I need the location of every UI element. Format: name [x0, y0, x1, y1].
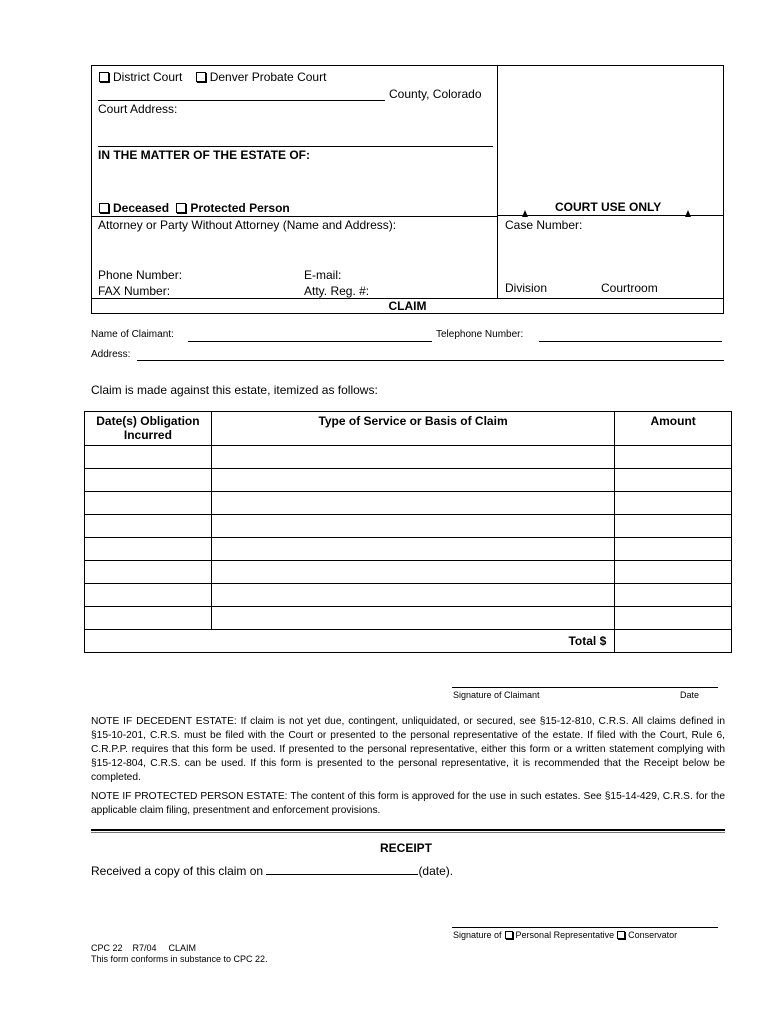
amount-cell[interactable]: [615, 515, 732, 538]
date-cell[interactable]: [85, 515, 212, 538]
protected-person-checkbox[interactable]: [176, 203, 186, 213]
fax-label: FAX Number:: [98, 284, 171, 298]
table-row: [85, 515, 732, 538]
claim-table: [84, 411, 732, 653]
address-label: Address:: [91, 349, 131, 360]
table-row: [85, 492, 732, 515]
county-blank[interactable]: [98, 100, 385, 101]
phone-label: Phone Number:: [98, 268, 183, 282]
total-row: [85, 630, 732, 653]
table-row: [85, 607, 732, 630]
receipt-date-field[interactable]: [266, 863, 418, 875]
district-court-checkbox[interactable]: [99, 72, 109, 82]
table-row: [85, 538, 732, 561]
date-cell[interactable]: [85, 607, 212, 630]
date-cell[interactable]: [85, 584, 212, 607]
date-cell[interactable]: [85, 469, 212, 492]
receipt-received-suffix: (date).: [418, 864, 454, 878]
decedent-estate-note: NOTE IF DECEDENT ESTATE: If claim is not yet due, contingent, unliquidated, or secured, see §15-12-810, C.R.S. All claims defined in §15-10-201, C.R.S. must be filed with the Court or presented to the personal representative of the estate. If filed with the Court, Rule 6, C.R.P.P. requires that this form be used. If presented to the personal representative, either this form or a written statement complying with §15-12-804, C.R.S. can be used. If this form is presented to the personal representative, it is recommended that the Receipt below be completed.: [91, 716, 725, 783]
date-cell[interactable]: [85, 492, 212, 515]
division-label: Division: [505, 281, 548, 295]
deceased-checkbox[interactable]: [99, 203, 109, 213]
address-field[interactable]: [137, 360, 724, 361]
date-cell[interactable]: [85, 561, 212, 584]
courtroom-label: Courtroom: [601, 281, 658, 295]
amount-cell[interactable]: [615, 538, 732, 561]
table-row: [85, 469, 732, 492]
amount-cell[interactable]: [615, 584, 732, 607]
claimant-signature-label: Signature of Claimant: [453, 690, 540, 700]
court-address-label: Court Address:: [98, 102, 178, 116]
column-header-amount: Amount: [615, 412, 732, 446]
amount-cell[interactable]: [615, 469, 732, 492]
district-court-label: District Court: [113, 70, 183, 84]
claimant-name-field[interactable]: [188, 341, 432, 342]
table-row: [85, 446, 732, 469]
date-cell[interactable]: [85, 446, 212, 469]
footer-conforms: This form conforms in substance to CPC 22.: [91, 954, 268, 964]
amount-cell[interactable]: [615, 607, 732, 630]
amount-cell[interactable]: [615, 446, 732, 469]
atty-reg-label: Atty. Reg. #:: [304, 284, 370, 298]
footer-form-line: [91, 943, 196, 954]
conservator-label: Conservator: [628, 930, 678, 940]
telephone-label: Telephone Number:: [436, 329, 524, 340]
receiver-signature-label: [453, 930, 677, 941]
signature-date-label: Date: [680, 690, 700, 700]
personal-representative-checkbox[interactable]: [505, 931, 513, 939]
estate-heading: IN THE MATTER OF THE ESTATE OF:: [98, 148, 310, 162]
type-cell[interactable]: [211, 492, 614, 515]
column-header-type: Type of Service or Basis of Claim: [211, 412, 614, 446]
county-label: County, Colorado: [389, 87, 482, 101]
court-use-only-label: COURT USE ONLY: [555, 200, 662, 214]
type-cell[interactable]: [211, 538, 614, 561]
denver-probate-court-checkbox[interactable]: [196, 72, 206, 82]
type-cell[interactable]: [211, 584, 614, 607]
type-cell[interactable]: [211, 446, 614, 469]
receipt-received-line: [91, 863, 453, 878]
form-title: CLAIM: [388, 299, 427, 313]
receiver-signature-line[interactable]: [452, 927, 718, 928]
protected-person-label: Protected Person: [190, 201, 290, 215]
protected-person-note: NOTE IF PROTECTED PERSON ESTATE: The content of this form is approved for the use in such estates. See §15-14-429, C.R.S. for the applicable claim filing, presentment and enforcement provisions.: [91, 791, 725, 816]
receipt-divider: [91, 829, 725, 831]
table-row: [85, 561, 732, 584]
conservator-checkbox[interactable]: [617, 931, 625, 939]
total-amount-cell[interactable]: [615, 630, 732, 653]
case-number-label: Case Number:: [505, 218, 583, 232]
type-cell[interactable]: [211, 469, 614, 492]
caption-rule-attorney: [91, 216, 497, 217]
claimant-name-label: Name of Claimant:: [91, 329, 174, 340]
email-label: E-mail:: [304, 268, 342, 282]
type-cell[interactable]: [211, 515, 614, 538]
court-type-options: [99, 70, 326, 84]
type-cell[interactable]: [211, 607, 614, 630]
footer-revision: R7/04: [132, 943, 157, 953]
footer-form-id: CPC 22: [91, 943, 123, 953]
receipt-received-prefix: Received a copy of this claim on: [91, 864, 264, 878]
footer-form-name: CLAIM: [168, 943, 197, 953]
estate-rule: [98, 146, 493, 147]
denver-probate-court-label: Denver Probate Court: [209, 70, 327, 84]
personal-representative-label: Personal Representative: [515, 930, 615, 940]
amount-cell[interactable]: [615, 561, 732, 584]
date-cell[interactable]: [85, 538, 212, 561]
signature-of-label: Signature of: [453, 930, 502, 940]
table-header-row: [85, 412, 732, 446]
person-type-options: [99, 201, 290, 215]
attorney-label: Attorney or Party Without Attorney (Name and Address):: [98, 218, 397, 232]
claimant-signature-line[interactable]: [452, 687, 718, 688]
telephone-field[interactable]: [539, 341, 722, 342]
type-cell[interactable]: [211, 561, 614, 584]
deceased-label: Deceased: [113, 201, 170, 215]
column-header-date: Date(s) Obligation Incurred: [85, 412, 212, 446]
receipt-title: RECEIPT: [380, 841, 433, 855]
receipt-divider-shadow: [91, 832, 725, 833]
caption-divider: [497, 65, 498, 298]
claim-intro: Claim is made against this estate, itemized as follows:: [91, 383, 378, 397]
amount-cell[interactable]: [615, 492, 732, 515]
up-arrow-icon: [685, 204, 691, 222]
caption-box: [91, 65, 724, 314]
table-row: [85, 584, 732, 607]
total-label: Total $: [85, 630, 615, 653]
